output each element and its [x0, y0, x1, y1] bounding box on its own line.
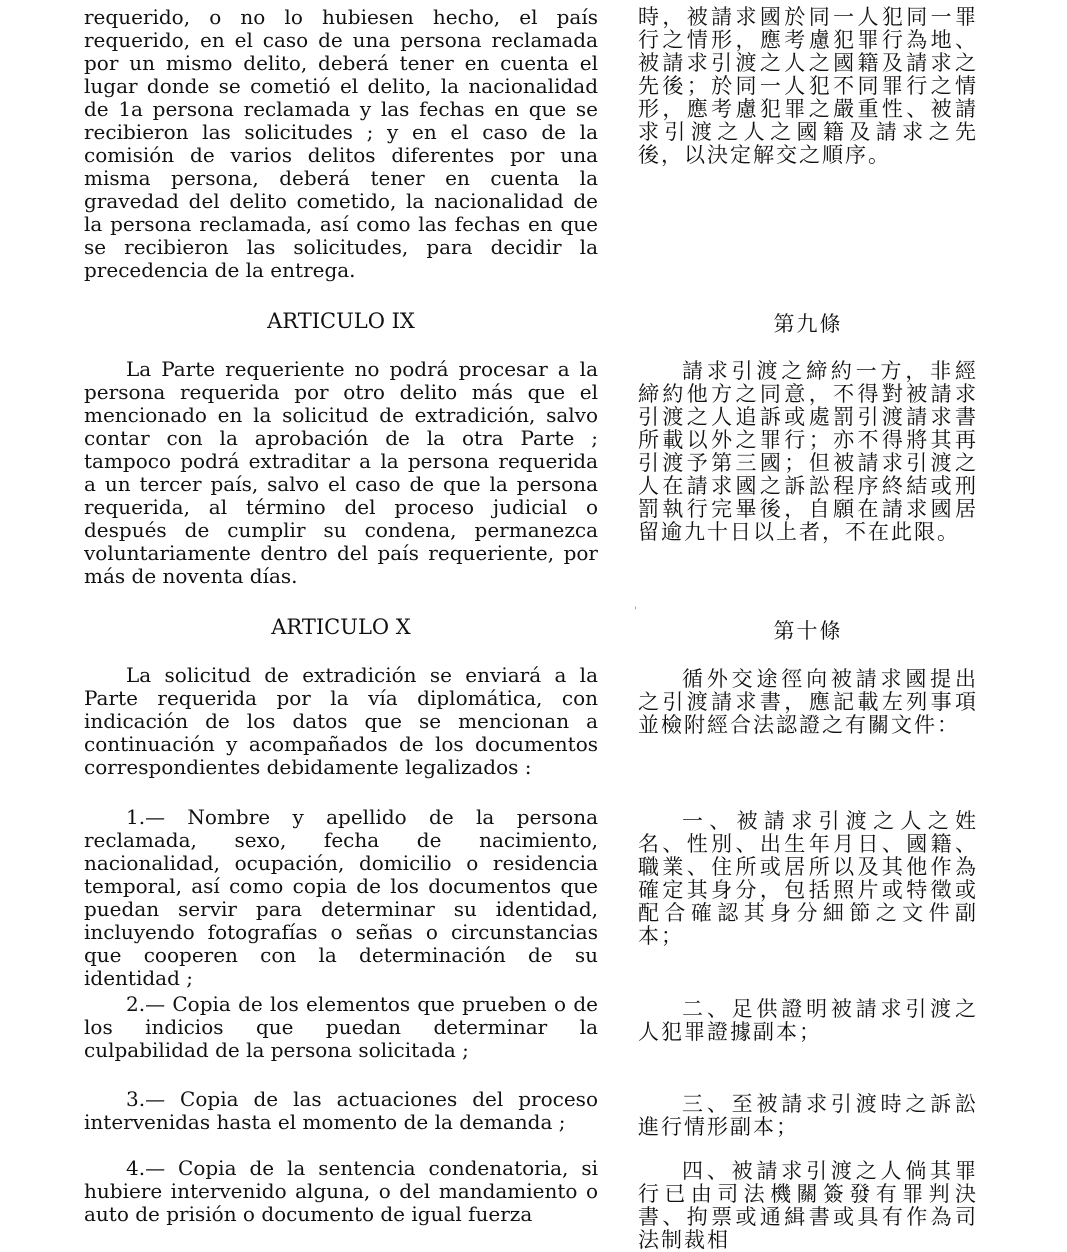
chinese-article-9-text: 請求引渡之締約一方，非經締約他方之同意，不得對被請求引渡之人追訴或處罰引渡請求書所載以外之罪行；亦不得將其再引渡予第三國；但被請求引渡之人在請求國之訴訟程序終結或刑罰執行完畢後，自願在請求國居留逾九十日以上者，不在此限。 — [638, 359, 978, 544]
chinese-item-1: 一、被請求引渡之人之姓名、性別、出生年月日、國籍、職業、住所或居所以及其他作為確定其身分，包括照片或特徵或配合確認其身分細節之文件副本； — [638, 809, 978, 948]
chinese-item-3: 三、至被請求引渡時之訴訟進行情形副本； — [638, 1092, 978, 1139]
chinese-item-4: 四、被請求引渡之人倘其罪行已由司法機關簽發有罪判決書、拘票或通緝書或具有作為司法制裁相 — [638, 1159, 978, 1252]
chinese-article-10-heading: 第十條 — [773, 619, 843, 643]
spanish-article-10-intro: La solicitud de extradición se enviará a la Parte requerida por la vía diplomática, con indicación de los datos que se mencionan a continuación y acompañados de los documentos correspondientes debidamente legalizados : — [84, 663, 598, 779]
spanish-article-9-heading: ARTICULO IX — [267, 309, 415, 333]
spanish-item-1: 1.— Nombre y apellido de la persona reclamada, sexo, fecha de nacimiento, nacionalidad, ocupación, domicilio o residencia temporal, así como copia de los documentos que puedan servir para determinar su identidad, incluyendo fotografías o señas o circunstancias que cooperen con la determinación de su identidad ; — [84, 805, 598, 990]
spanish-item-3: 3.— Copia de las actuaciones del proceso intervenidas hasta el momento de la demanda ; — [84, 1087, 598, 1134]
spanish-article-9-text: La Parte requeriente no podrá procesar a la persona requerida por otro delito más que el mencionado en la solicitud de extradición, salvo contar con la aprobación de la otra Parte ; tampoco podrá extraditar a la persona requerida a un tercer país, salvo el caso de que la persona requerida, al término del proceso judicial o después de cumplir su condena, permanezca voluntariamente dentro del país requeriente, por más de noventa días. — [84, 357, 598, 588]
spanish-article-10-heading: ARTICULO X — [271, 615, 411, 639]
chinese-item-2: 二、足供證明被請求引渡之人犯罪證據副本； — [638, 997, 978, 1044]
chinese-article-10-intro: 循外交途徑向被請求國提出之引渡請求書，應記載左列事項並檢附經合法認證之有關文件： — [638, 667, 978, 737]
scan-speck: ' — [634, 606, 637, 617]
spanish-item-4: 4.— Copia de la sentencia condenatoria, si hubiere intervenido alguna, o del mandamiento o auto de prisión o documento de igual fuerza — [84, 1156, 598, 1226]
spanish-item-2: 2.— Copia de los elementos que prueben o de los indicios que puedan determinar la culpabilidad de la persona solicitada ; — [84, 992, 598, 1062]
spanish-continuation-paragraph: requerido, o no lo hubiesen hecho, el país requerido, en el caso de una persona reclamada por un mismo delito, deberá tener en cuenta el lugar donde se cometió el delito, la nacionalidad de 1a persona reclamada y las fechas en que se recibieron las solicitudes ; y en el caso de la comisión de varios delitos diferentes por una misma persona, deberá tener en cuenta la gravedad del delito cometido, la nacionalidad de la persona reclamada, así como las fechas en que se recibieron las solicitudes, para decidir la precedencia de la entrega. — [84, 5, 598, 282]
chinese-article-9-heading: 第九條 — [773, 312, 843, 336]
chinese-continuation-paragraph: 時，被請求國於同一人犯同一罪行之情形，應考慮犯罪行為地、被請求引渡之人之國籍及請求之先後；於同一人犯不同罪行之情形，應考慮犯罪之嚴重性、被請求引渡之人之國籍及請求之先後，以決定解交之順序。 — [638, 5, 978, 167]
